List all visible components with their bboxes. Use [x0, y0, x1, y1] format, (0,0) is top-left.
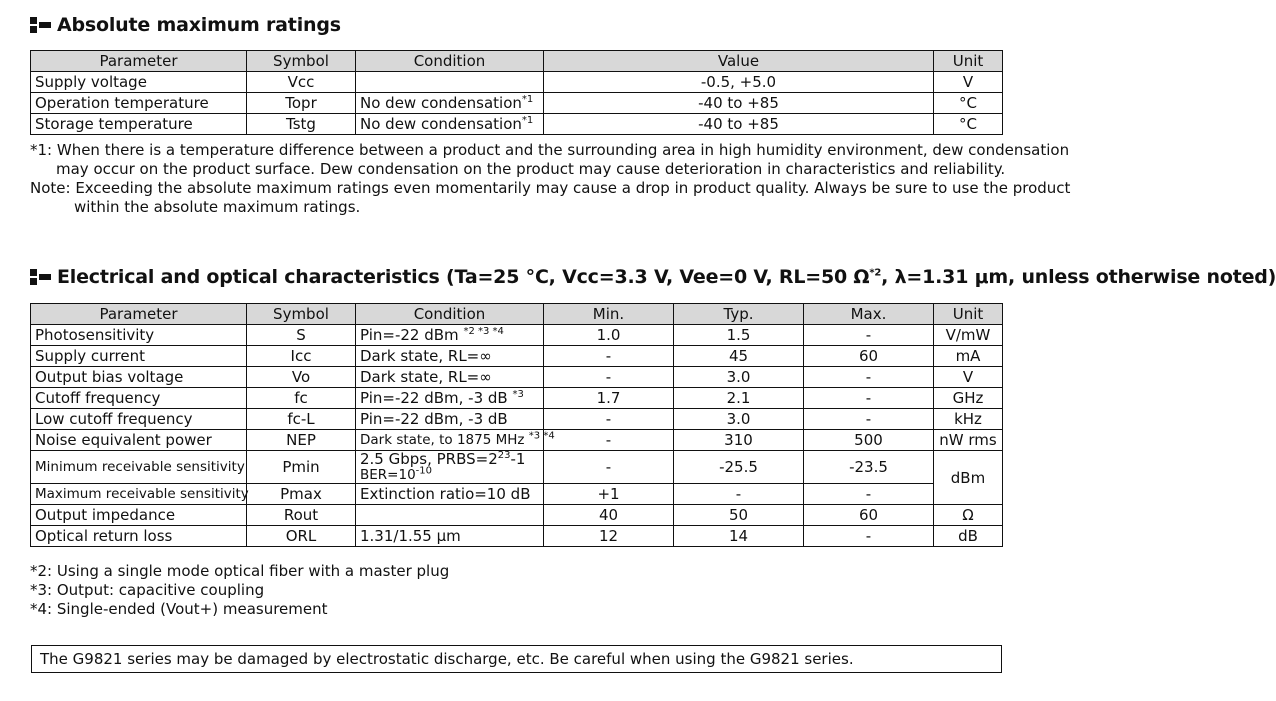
max-cell: - — [804, 325, 934, 346]
symbol-cell: Rout — [247, 505, 356, 526]
min-cell: +1 — [544, 484, 674, 505]
min-cell: 40 — [544, 505, 674, 526]
column-header: Condition — [356, 51, 544, 72]
min-cell: - — [544, 346, 674, 367]
symbol-cell: Icc — [247, 346, 356, 367]
typ-cell: -25.5 — [674, 451, 804, 484]
symbol-cell: Pmin — [247, 451, 356, 484]
typ-cell: 310 — [674, 430, 804, 451]
column-header: Min. — [544, 304, 674, 325]
esd-warning-box: The G9821 series may be damaged by electrostatic discharge, etc. Be careful when using the G9821 series. — [31, 645, 1002, 673]
table-row — [31, 325, 1003, 346]
unit-cell: °C — [934, 93, 1003, 114]
condition-cell: Pin=-22 dBm, -3 dB — [356, 409, 544, 430]
min-cell: 1.7 — [544, 388, 674, 409]
section-heading-absolute-max — [30, 14, 341, 36]
section-bullet-icon — [30, 17, 52, 33]
unit-cell: V — [934, 72, 1003, 93]
max-cell: 500 — [804, 430, 934, 451]
symbol-cell: fc — [247, 388, 356, 409]
condition-cell: 1.31/1.55 μm — [356, 526, 544, 547]
section-title: Electrical and optical characteristics (Ta=25 °C, Vcc=3.3 V, Vee=0 V, RL=50 $\Omega^{*2}$, λ=1.31 μm, unless otherwise noted) — [57, 266, 1276, 288]
parameter-cell: Output bias voltage — [31, 367, 247, 388]
min-cell: 1.0 — [544, 325, 674, 346]
footnote-1: *1: When there is a temperature difference between a product and the surrounding area in high humidity environment, dew condensation — [30, 141, 1070, 159]
condition-cell: No dew condensation$^{*1}$ — [356, 93, 544, 114]
symbol-cell: Tstg — [247, 114, 356, 135]
value-cell: -0.5, +5.0 — [544, 72, 934, 93]
table-row — [31, 484, 1003, 505]
max-cell: -23.5 — [804, 451, 934, 484]
unit-cell: Ω — [934, 505, 1003, 526]
table-header-row — [31, 304, 1003, 325]
min-cell: 12 — [544, 526, 674, 547]
section1-notes — [30, 141, 1071, 217]
column-header: Parameter — [31, 51, 247, 72]
note-line: Note: Exceeding the absolute maximum ratings even momentarily may cause a drop in product quality. Always be sure to use the product — [30, 179, 1071, 197]
condition-cell: Dark state, to 1875 MHz $^{*3 *4}$ — [356, 430, 544, 451]
table-row — [31, 93, 1003, 114]
unit-cell: °C — [934, 114, 1003, 135]
symbol-cell: NEP — [247, 430, 356, 451]
footnote-2: *2: Using a single mode optical fiber with a master plug — [30, 562, 450, 580]
typ-cell: 50 — [674, 505, 804, 526]
condition-cell — [356, 505, 544, 526]
parameter-cell: Noise equivalent power — [31, 430, 247, 451]
symbol-cell: S — [247, 325, 356, 346]
column-header: Value — [544, 51, 934, 72]
max-cell: - — [804, 367, 934, 388]
condition-cell: 2.5 Gbps, $PRBS=2^{23}-1$ $BER=10^{-10}$ — [356, 451, 544, 484]
max-cell: - — [804, 388, 934, 409]
table-header-row — [31, 51, 1003, 72]
parameter-cell: Output impedance — [31, 505, 247, 526]
footnote-ref: *2 *3 *4 — [463, 326, 504, 337]
condition-cell: No dew condensation$^{*1}$ — [356, 114, 544, 135]
column-header: Symbol — [247, 304, 356, 325]
parameter-cell: Maximum receivable sensitivity — [31, 484, 247, 505]
typ-cell: 3.0 — [674, 409, 804, 430]
unit-cell: GHz — [934, 388, 1003, 409]
parameter-cell: Operation temperature — [31, 93, 247, 114]
table-row — [31, 505, 1003, 526]
table-row — [31, 72, 1003, 93]
table-row — [31, 451, 1003, 484]
table-row — [31, 430, 1003, 451]
table-row — [31, 409, 1003, 430]
footnote-1-cont: may occur on the product surface. Dew condensation on the product may cause deterioration in characteristics and reliability. — [56, 160, 1006, 178]
value-cell: -40 to +85 — [544, 93, 934, 114]
footnote-ref: *3 — [512, 389, 524, 400]
parameter-cell: Supply current — [31, 346, 247, 367]
condition-cell — [356, 72, 544, 93]
parameter-cell: Low cutoff frequency — [31, 409, 247, 430]
footnote-3: *3: Output: capacitive coupling — [30, 581, 265, 599]
min-cell: - — [544, 430, 674, 451]
section-heading-electrical-optical — [30, 266, 1276, 288]
parameter-cell: Supply voltage — [31, 72, 247, 93]
typ-cell: 1.5 — [674, 325, 804, 346]
symbol-cell: Topr — [247, 93, 356, 114]
max-cell: - — [804, 409, 934, 430]
table-row — [31, 346, 1003, 367]
column-header: Max. — [804, 304, 934, 325]
typ-cell: - — [674, 484, 804, 505]
section-bullet-icon — [30, 269, 52, 285]
condition-cell: Dark state, RL=∞ — [356, 367, 544, 388]
typ-cell: 2.1 — [674, 388, 804, 409]
condition-cell: Dark state, RL=∞ — [356, 346, 544, 367]
min-cell: - — [544, 451, 674, 484]
unit-cell: V/mW — [934, 325, 1003, 346]
unit-cell: V — [934, 367, 1003, 388]
symbol-cell: Vcc — [247, 72, 356, 93]
electrical-optical-table — [30, 303, 1003, 547]
parameter-cell: Optical return loss — [31, 526, 247, 547]
value-cell: -40 to +85 — [544, 114, 934, 135]
unit-cell: dBm — [934, 451, 1003, 505]
symbol-cell: Vo — [247, 367, 356, 388]
column-header: Typ. — [674, 304, 804, 325]
max-cell: - — [804, 526, 934, 547]
typ-cell: 45 — [674, 346, 804, 367]
table-row — [31, 114, 1003, 135]
symbol-cell: Pmax — [247, 484, 356, 505]
typ-cell: 14 — [674, 526, 804, 547]
typ-cell: 3.0 — [674, 367, 804, 388]
min-cell: - — [544, 367, 674, 388]
note-line-cont: within the absolute maximum ratings. — [74, 198, 361, 216]
parameter-cell: Minimum receivable sensitivity — [31, 451, 247, 484]
table-row — [31, 367, 1003, 388]
max-cell: - — [804, 484, 934, 505]
footnote-ref: *1 — [521, 115, 534, 126]
section-title: Absolute maximum ratings — [57, 14, 341, 36]
section2-notes — [30, 562, 1010, 619]
column-header: Unit — [934, 304, 1003, 325]
absolute-max-table — [30, 50, 1003, 135]
column-header: Symbol — [247, 51, 356, 72]
footnote-4: *4: Single-ended (Vout+) measurement — [30, 600, 328, 618]
unit-cell: dB — [934, 526, 1003, 547]
column-header: Condition — [356, 304, 544, 325]
unit-cell: kHz — [934, 409, 1003, 430]
condition-cell: Pin=-22 dBm $^{*2 *3 *4}$ — [356, 325, 544, 346]
column-header: Unit — [934, 51, 1003, 72]
parameter-cell: Storage temperature — [31, 114, 247, 135]
symbol-cell: fc-L — [247, 409, 356, 430]
symbol-cell: ORL — [247, 526, 356, 547]
condition-cell: Extinction ratio=10 dB — [356, 484, 544, 505]
min-cell: - — [544, 409, 674, 430]
parameter-cell: Photosensitivity — [31, 325, 247, 346]
unit-cell: nW rms — [934, 430, 1003, 451]
footnote-ref: *1 — [521, 94, 534, 105]
max-cell: 60 — [804, 346, 934, 367]
table-row — [31, 526, 1003, 547]
max-cell: 60 — [804, 505, 934, 526]
condition-cell: Pin=-22 dBm, -3 dB $^{*3}$ — [356, 388, 544, 409]
footnote-ref: *3 *4 — [528, 430, 555, 442]
parameter-cell: Cutoff frequency — [31, 388, 247, 409]
table-row — [31, 388, 1003, 409]
unit-cell: mA — [934, 346, 1003, 367]
column-header: Parameter — [31, 304, 247, 325]
